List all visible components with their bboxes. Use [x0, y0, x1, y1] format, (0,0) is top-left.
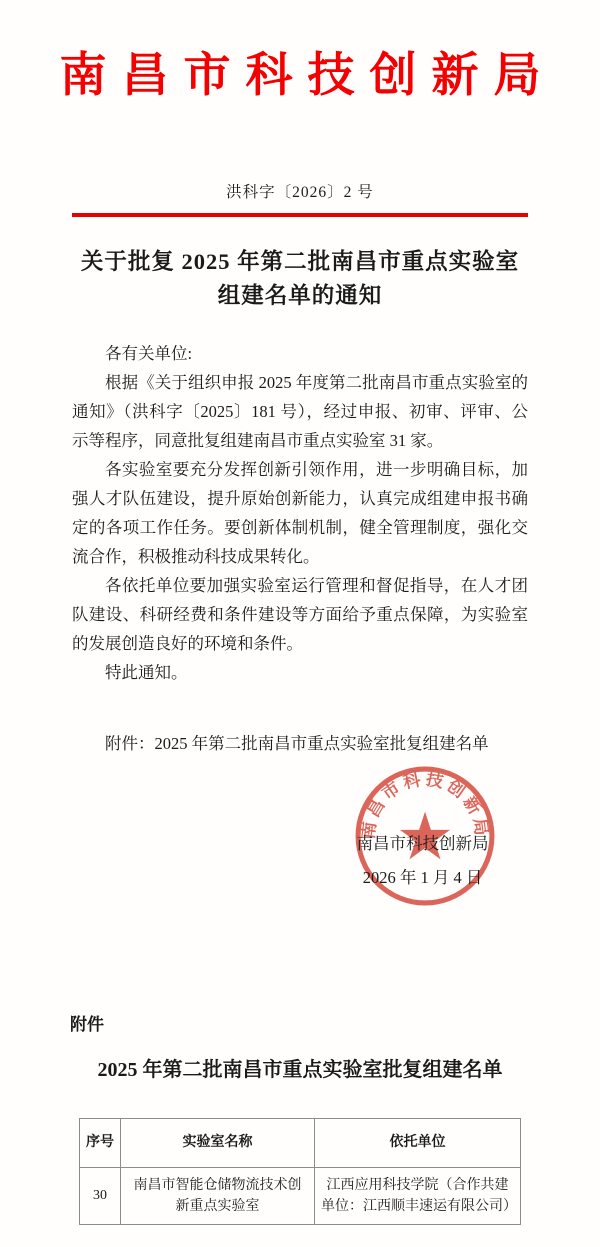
table-row: [80, 1167, 521, 1224]
signature-area: [0, 758, 600, 938]
signature-agency: 南昌市科技创新局: [356, 833, 489, 853]
notice-title-line2: 组建名单的通知: [217, 282, 383, 308]
signature-date: 2026 年 1 月 4 日: [362, 867, 483, 887]
header-serial-number: 序号: [80, 1118, 121, 1167]
attachment-table-title: 2025 年第二批南昌市重点实验室批复组建名单: [97, 1058, 503, 1081]
attachment-reference-line: 附件：2025 年第二批南昌市重点实验室批复组建名单: [105, 733, 489, 753]
lab-approval-table: [79, 1118, 521, 1225]
cell-supporting-org: 江西应用科技学院（合作共建单位：江西顺丰速运有限公司）: [315, 1167, 521, 1224]
paragraph: 根据《关于组织申报 2025 年度第二批南昌市重点实验室的通知》（洪科字〔2025〕181 号），经过申报、初审、评审、公示等程序，同意批复组建南昌市重点实验室 31 家。: [72, 372, 528, 450]
paragraph: 特此通知。: [105, 662, 188, 682]
seal-arc-text: 南昌市科技创新局: [358, 768, 492, 840]
cell-serial-number: 30: [80, 1167, 121, 1224]
paragraph: 各依托单位要加强实验室运行管理和督促指导，在人才团队建设、科研经费和条件建设等方面给予重点保障，为实验室的发展创造良好的环境和条件。: [72, 575, 528, 653]
doc-number: 洪科字〔2026〕2 号: [226, 184, 374, 201]
header-supporting-org: 依托单位: [315, 1118, 521, 1167]
letterhead-divider: [72, 213, 528, 217]
salutation: 各有关单位:: [105, 343, 193, 363]
paragraph: 各实验室要充分发挥创新引领作用，进一步明确目标，加强人才队伍建设，提升原始创新能力，认真完成组建申报书确定的各项工作任务。要创新体制机制，健全管理制度，强化交流合作，积极推动科技成果转化。: [72, 459, 528, 566]
table-header-row: [80, 1118, 521, 1167]
header-lab-name: 实验室名称: [121, 1118, 315, 1167]
cell-lab-name: 南昌市智能仓储物流技术创新重点实验室: [121, 1167, 315, 1224]
notice-body: [72, 339, 528, 687]
notice-title: [0, 245, 600, 313]
notice-title-line1: 关于批复 2025 年第二批南昌市重点实验室: [80, 248, 520, 274]
attachment-label: 附件: [70, 1014, 104, 1034]
letterhead-agency-title: 南昌市科技创新局: [59, 50, 556, 102]
